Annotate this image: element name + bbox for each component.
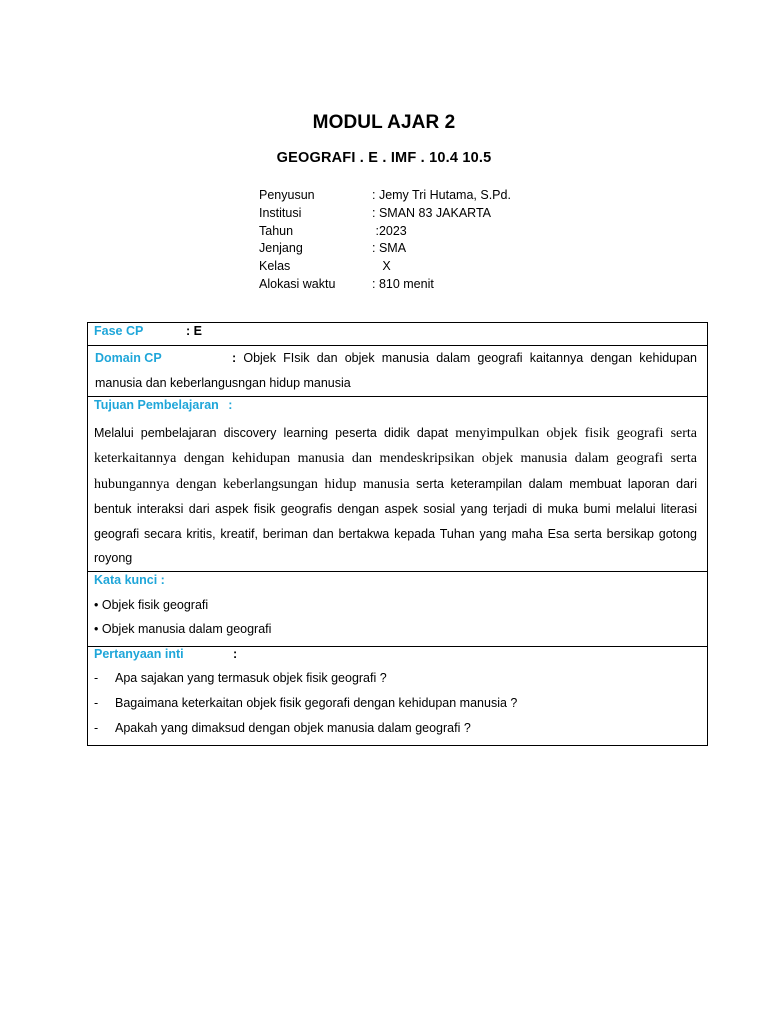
meta-row	[259, 276, 511, 294]
meta-value: : SMA	[372, 241, 407, 256]
meta-value: : Jemy Tri Hutama, S.Pd.	[372, 188, 511, 202]
domain-text: Objek FIsik dan objek manusia dalam geografi kaitannya dengan kehidupan manusia dan keberlangusngan hidup manusia	[95, 351, 697, 390]
list-item-text: Bagaimana keterkaitan objek fisik gegorafi dengan kehidupan manusia ?	[115, 696, 518, 710]
tujuan-heading	[94, 396, 697, 418]
dash-icon: -	[94, 721, 99, 735]
page-subtitle: GEOGRAFI . E . IMF . 10.4 10.5	[276, 150, 492, 166]
tujuan-section	[94, 396, 697, 570]
list-item-text: Objek fisik geografi	[101, 598, 209, 612]
kata-kunci-section	[94, 571, 697, 641]
meta-label: Penyusun	[259, 188, 315, 202]
meta-row	[259, 240, 511, 258]
identity-block	[259, 187, 511, 294]
tujuan-colon: :	[228, 398, 233, 412]
list-item-text: Apakah yang dimaksud dengan objek manusia dalam geografi ?	[115, 721, 471, 735]
meta-row	[259, 187, 511, 205]
kata-kunci-label: Kata kunci :	[94, 573, 165, 587]
pertanyaan-section	[94, 646, 697, 741]
dash-icon: -	[94, 671, 99, 685]
pertanyaan-heading	[94, 646, 697, 666]
meta-value: : SMAN 83 JAKARTA	[372, 205, 492, 220]
tujuan-text-3: serta keterampilan dalam membuat laporan dari bentuk interaksi dari aspek fisik geografis dengan aspek sosial yang terjadi di muka bumi melalui literasi geografi secara kritis, kreatif, beriman dan bertakwa kepada Tuhan yang maha Esa serta bersikap gotong royong	[94, 476, 697, 566]
list-item	[94, 716, 697, 741]
meta-row	[259, 223, 511, 241]
meta-value: X	[372, 259, 391, 274]
bullet-icon: •	[94, 598, 99, 612]
meta-value: :2023	[372, 223, 407, 238]
learning-module-table	[87, 322, 708, 746]
meta-value: : 810 menit	[372, 276, 434, 291]
domain-label: Domain CP	[95, 351, 162, 365]
list-item	[94, 691, 697, 716]
list-item	[94, 666, 697, 691]
tujuan-text-1: Melalui pembelajaran discovery learning peserta didik dapat	[94, 426, 456, 440]
list-item	[94, 617, 697, 641]
meta-label: Tahun	[259, 223, 294, 238]
fase-label: Fase CP	[94, 324, 144, 338]
meta-row	[259, 205, 511, 223]
pertanyaan-label: Pertanyaan inti	[94, 647, 184, 661]
meta-label: Jenjang	[259, 241, 303, 256]
domain-section	[95, 346, 697, 396]
list-item	[94, 593, 697, 617]
page-title: MODUL AJAR 2	[312, 112, 456, 133]
fase-section	[94, 324, 697, 338]
domain-colon: :	[232, 351, 237, 365]
domain-paragraph	[95, 346, 697, 396]
meta-label: Institusi	[259, 205, 302, 220]
bullet-icon: •	[94, 622, 99, 636]
tujuan-label: Tujuan Pembelajaran	[94, 398, 219, 412]
fase-value: : E	[186, 324, 202, 338]
list-item-text: Apa sajakan yang termasuk objek fisik geografi ?	[115, 671, 387, 685]
dash-icon: -	[94, 696, 99, 710]
pertanyaan-colon: :	[233, 647, 238, 661]
meta-label: Alokasi waktu	[259, 276, 336, 291]
tujuan-text-2: menyimpulkan objek fisik geografi serta keterkaitannya dengan kehidupan manusia dan mendeskripsikan objek manusia dalam geografi serta hubungannya dengan keberlangsungan hidup manusia	[94, 426, 697, 492]
meta-row	[259, 258, 511, 276]
list-item-text: Objek manusia dalam geografi	[101, 622, 272, 636]
meta-label: Kelas	[259, 259, 291, 274]
tujuan-paragraph	[94, 421, 697, 570]
